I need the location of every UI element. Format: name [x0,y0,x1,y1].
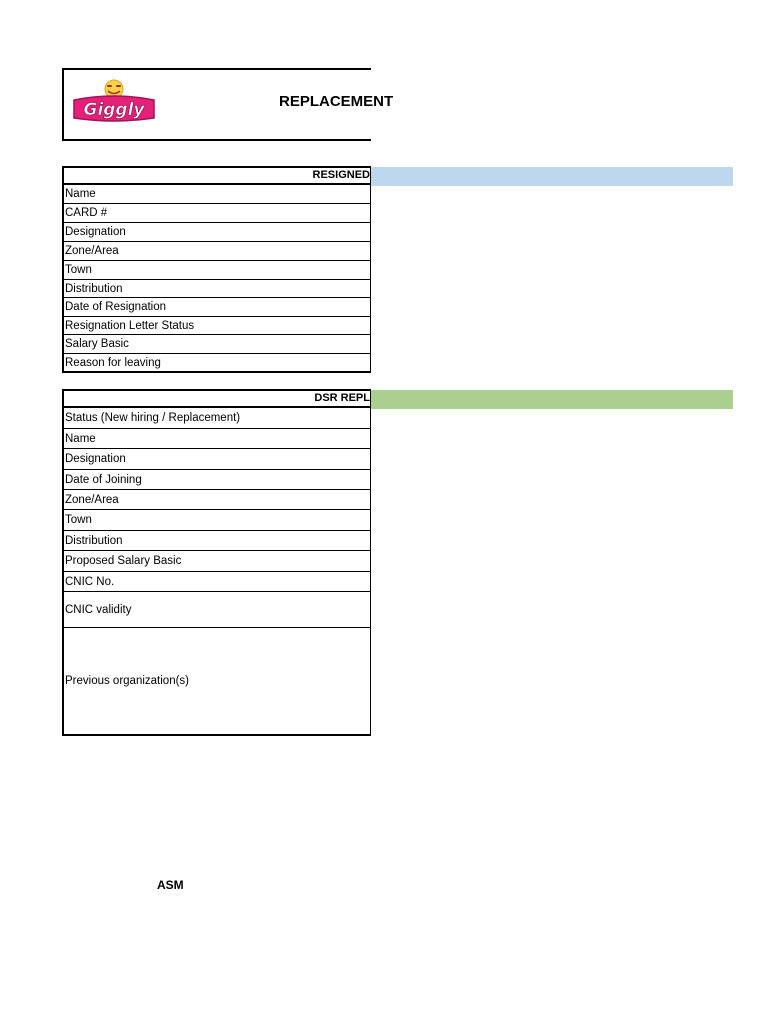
resigned-table [62,185,371,373]
replacement-section-title: DSR REPL [314,392,370,404]
giggly-logo [70,78,158,126]
field-reason-for-leaving: Reason for leaving [65,357,161,369]
field-resignation-letter-status: Resignation Letter Status [64,317,370,335]
field-designation: Designation [64,223,370,242]
replacement-header-cell [62,389,371,408]
resigned-section-title: RESIGNED [312,169,370,181]
resigned-header-cell [62,166,371,185]
field-town: Town [64,510,370,531]
field-proposed-salary-basic: Proposed Salary Basic [64,551,370,572]
field-salary-basic: Salary Basic [64,335,370,354]
field-previous-organizations: Previous organization(s) [65,675,190,687]
field-name: Name [64,185,370,204]
field-card-number: CARD # [64,204,370,223]
field-distribution: Distribution [64,280,370,298]
svg-text:Giggly: Giggly [83,100,145,120]
replacement-table [62,408,371,736]
field-date-of-joining: Date of Joining [64,470,370,490]
form-title: REPLACEMENT [279,93,394,110]
replacement-band [371,390,733,409]
field-town: Town [64,261,370,280]
field-designation: Designation [64,449,370,470]
field-date-of-resignation: Date of Resignation [64,298,370,317]
field-zone-area: Zone/Area [64,242,370,261]
asm-signature-label: ASM [157,878,184,892]
field-name: Name [64,429,370,449]
resigned-band [371,167,733,186]
field-cnic-validity: CNIC validity [64,592,370,628]
field-zone-area: Zone/Area [64,490,370,510]
field-distribution: Distribution [64,531,370,551]
field-status: Status (New hiring / Replacement) [64,408,370,429]
field-cnic-number: CNIC No. [64,572,370,592]
